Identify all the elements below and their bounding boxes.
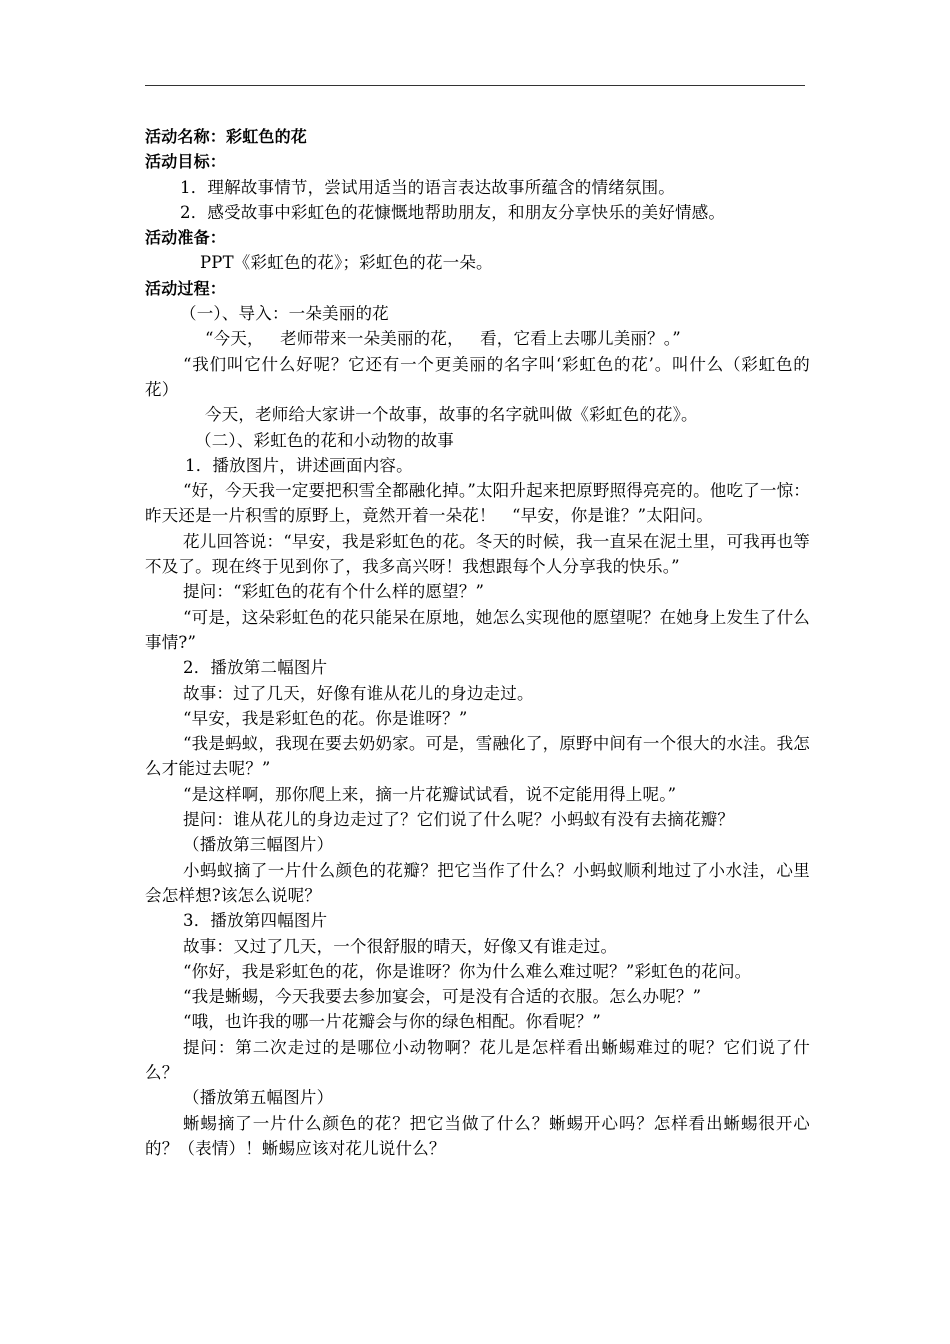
goals-heading: 活动目标： [145,152,227,172]
paragraph: （播放第五幅图片） [183,1088,334,1108]
paragraph: “我是蚂蚁，我现在要去奶奶家。可是，雪融化了，原野中间有一个很大的水洼。我怎么才能过去呢？” [145,734,810,779]
paragraph: “你好，我是彩虹色的花，你是谁呀？你为什么难么难过呢？”彩虹色的花问。 [183,961,752,981]
paragraph: “今天， 老师带来一朵美丽的花， 看，它看上去哪儿美丽？。” [205,329,681,349]
paragraph: “我们叫它什么好呢？它还有一个更美丽的名字叫‘彩虹色的花’。叫什么（彩虹色的花） [145,354,810,399]
paragraph: 提问：谁从花儿的身边走过了？它们说了什么呢？小蚂蚁有没有去摘花瓣？ [183,810,735,830]
prep-heading: 活动准备： [145,228,227,248]
paragraph: 今天，老师给大家讲一个故事，故事的名字就叫做《彩虹色的花》。 [205,405,698,425]
paragraph: “好，今天我一定要把积雪全都融化掉。”太阳升起来把原野照得亮亮的。他吃了一惊：昨天还是一片积雪的原野上，竟然开着一朵花！ “早安，你是谁？”太阳问。 [145,481,810,526]
prep-text: PPT《彩虹色的花》；彩虹色的花一朵。 [200,253,493,273]
paragraph: 1．播放图片，讲述画面内容。 [185,455,413,475]
goal-item: 2．感受故事中彩虹色的花慷慨地帮助朋友，和朋友分享快乐的美好情感。 [180,202,726,222]
header-rule [145,85,805,86]
paragraph: “哦，也许我的哪一片花瓣会与你的绿色相配。你看呢？” [183,1012,602,1032]
paragraph: 小蚂蚁摘了一片什么颜色的花瓣？把它当作了什么？小蚂蚁顺利地过了小水洼，心里会怎样想?该怎么说呢？ [145,860,810,905]
paragraph: 提问：第二次走过的是哪位小动物啊？花儿是怎样看出蜥蜴难过的呢？它们说了什么？ [145,1037,810,1082]
paragraph: “是这样啊，那你爬上来，摘一片花瓣试试看，说不定能用得上呢。” [183,784,677,804]
document-body [145,124,810,1161]
goal-item: 1．理解故事情节，尝试用适当的语言表达故事所蕴含的情绪氛围。 [180,177,675,197]
paragraph: 提问：“彩虹色的花有个什么样的愿望？” [183,582,485,602]
paragraph: “可是，这朵彩虹色的花只能呆在原地，她怎么实现他的愿望呢？在她身上发生了什么事情?” [145,607,810,652]
paragraph: 蜥蜴摘了一片什么颜色的花？把它当做了什么？蜥蜴开心吗？怎样看出蜥蜴很开心的？（表情）！蜥蜴应该对花儿说什么？ [145,1113,810,1158]
paragraph: （播放第三幅图片） [183,835,334,855]
paragraph: 故事：过了几天，好像有谁从花儿的身边走过。 [183,683,534,703]
paragraph: “我是蜥蜴，今天我要去参加宴会，可是没有合适的衣服。怎么办呢？” [183,987,702,1007]
process-heading: 活动过程： [145,278,227,298]
section-heading: （二）、彩虹色的花和小动物的故事 [195,430,454,450]
paragraph: 2．播放第二幅图片 [183,658,328,678]
section-heading: （一）、导入：一朵美丽的花 [180,304,389,324]
paragraph: “早安，我是彩虹色的花。你是谁呀？” [183,708,468,728]
activity-title: 活动名称：彩虹色的花 [145,127,308,146]
paragraph: 3．播放第四幅图片 [183,911,328,931]
paragraph: 故事：又过了几天，一个很舒服的晴天，好像又有谁走过。 [183,936,618,956]
paragraph: 花儿回答说：“早安，我是彩虹色的花。冬天的时候，我一直呆在泥土里，可我再也等不及了。现在终于见到你了，我多高兴呀！我想跟每个人分享我的快乐。” [145,531,810,577]
